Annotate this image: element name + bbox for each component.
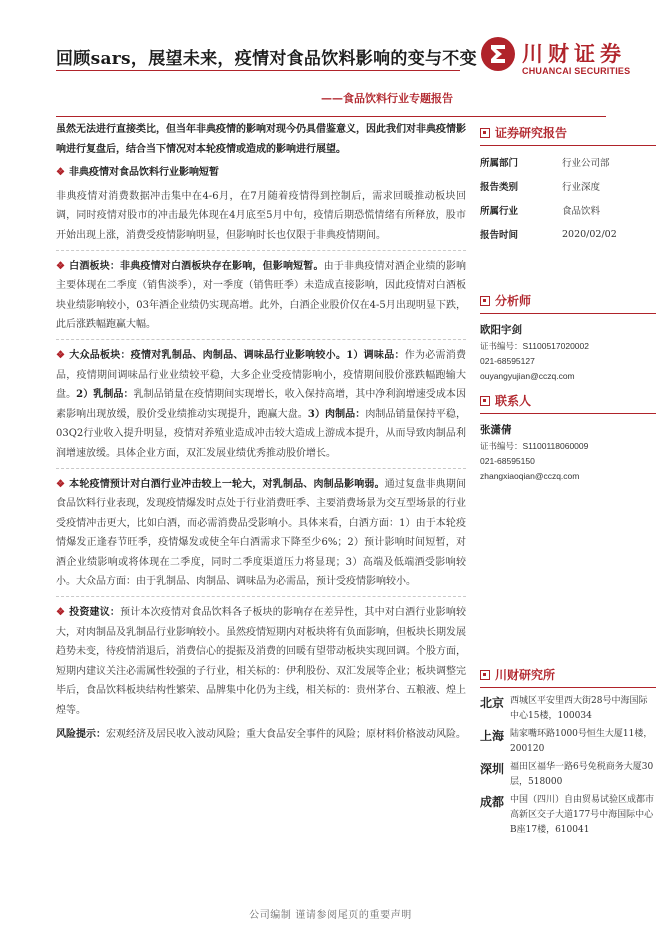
report-info-heading <box>480 124 656 146</box>
section-1-text: 非典疫情对消费数据冲击集中在4-6月，在7月随着疫情得到控制后，需求回暖推动板块回调，同时疫情对股市的冲击最先体现在4月底至5月中旬，疫情后期恐慌情绪有所释放，股市开始出现上涨，消费受疫情影响明显，但影响时长也仅限于非典疫情期间。 <box>56 190 466 241</box>
contact-email[interactable]: zhangxiaoqian@cczq.com <box>480 471 580 481</box>
institute-title: 川财研究所 <box>495 668 556 682</box>
bullet-icon: ❖ <box>56 607 66 619</box>
info-row-industry <box>480 198 656 222</box>
risk-note <box>56 725 466 745</box>
institute-panel <box>480 666 656 841</box>
section-3-text-2: 乳制品销量在疫情期间实现增长，收入保持高增，其中净利润增速受成本因素影响出现放缓，股价受业绩推动实现提升，跑赢大盘。 <box>56 389 467 420</box>
bullet-icon: ❖ <box>56 478 66 490</box>
office-address: 福田区福华一路6号免税商务大厦30层，518000 <box>510 762 654 787</box>
bullet-icon: ❖ <box>56 349 66 361</box>
analyst-title: 分析师 <box>495 294 532 308</box>
report-info-title: 证券研究报告 <box>495 126 568 140</box>
office-city: 北京 <box>480 696 505 710</box>
contact-heading <box>480 392 656 414</box>
report-subtitle: ——食品饮料行业专题报告 <box>321 92 453 105</box>
office-address: 中国（四川）自由贸易试验区成都市高新区交子大道177号中海国际中心B座17楼，610041 <box>510 795 655 835</box>
bullet-icon: ❖ <box>56 260 66 272</box>
office-city: 深圳 <box>480 762 505 776</box>
section-5 <box>56 603 466 721</box>
office-address: 西城区平安里西大街28号中海国际中心15楼，100034 <box>510 696 648 721</box>
office-address: 陆家嘴环路1000号恒生大厦11楼，200120 <box>510 729 653 754</box>
divider <box>56 468 466 469</box>
info-row-department <box>480 150 656 174</box>
section-5-text: 预计本次疫情对食品饮料各子板块的影响存在差异性，其中对白酒行业影响较大，对肉制品及乳制品行业影响较小。虽然疫情短期内对板块将有负面影响，但板块长期发展趋势未变，待疫情消退后，消费信心的提振及消费的回暖有望带动板块实现回调。个股方面，短期内建议关注必需属性较强的子行业，相关标的：伊利股份、双汇发展等企业；板块调整完毕后，食品饮料板块结构性繁荣、品牌集中化仍为主线，相关标的：贵州茅台、五粮液、煌上煌等。 <box>56 607 467 717</box>
institute-heading <box>480 666 656 688</box>
lead-paragraph: 虽然无法进行直接类比，但当年非典疫情的影响对现今仍具借鉴意义，因此我们对非典疫情影响进行复盘后，结合当下情况对本轮疫情或造成的影响进行展望。 <box>56 124 466 155</box>
contact-title: 联系人 <box>495 394 532 408</box>
info-row-date <box>480 222 656 246</box>
section-4-label: 本轮疫情预计对白酒行业冲击较上一轮大，对乳制品、肉制品影响弱。 <box>69 478 385 490</box>
divider <box>56 339 466 340</box>
section-1-title: 非典疫情对食品饮料行业影响短暂 <box>68 167 219 179</box>
divider <box>56 250 466 251</box>
logo-chinese-name: 川财证券 <box>522 41 626 66</box>
divider <box>56 596 466 597</box>
section-square-icon <box>480 128 490 138</box>
info-key: 报告时间 <box>480 230 519 241</box>
header-rule <box>56 70 460 71</box>
section-3-text-1: 作为必需消费品，疫情期间调味品行业业绩较平稳，大多企业受疫情影响小，疫情期间股价涨跌幅跑输大盘。 <box>56 349 467 401</box>
analyst-email[interactable]: ouyangyujian@cczq.com <box>480 371 575 381</box>
section-4 <box>56 475 466 593</box>
section-square-icon <box>480 396 490 406</box>
section-3-label-2: 2）乳制品： <box>76 389 134 401</box>
section-2-label: 白酒板块：非典疫情对白酒板块存在影响，但影响短暂。 <box>69 260 324 272</box>
analyst-heading <box>480 292 656 314</box>
office-city: 成都 <box>480 795 505 809</box>
contact-cert: 证书编号：S1100118060009 <box>480 441 589 451</box>
analyst-phone: 021-68595127 <box>480 356 535 366</box>
section-4-text: 通过复盘非典期间食品饮料行业表现，发现疫情爆发时点处于行业消费旺季、主要消费场景为交互型场景的行业受疫情冲击更大，比如白酒，而必需消费品受影响小。具体来看，白酒方面：1）由于本轮疫情爆发正逢春节旺季，疫情爆发或使全年白酒需求下降至少6%；2）预计影响时间短暂，对酒企业绩影响或将体现在二季度，同时二季度渠道压力将显现；3）高端及低端酒受影响较小。大众品方面：由于乳制品、肉制品、调味品为必需品，预计受疫情影响较小。 <box>56 478 467 588</box>
header-separator <box>56 116 606 117</box>
report-info-panel <box>480 124 656 246</box>
info-value: 2020/02/02 <box>562 228 617 240</box>
section-5-label: 投资建议： <box>69 607 121 619</box>
info-value: 行业公司部 <box>562 158 610 169</box>
risk-text: 宏观经济及居民收入波动风险；重大食品安全事件的风险；原材料价格波动风险。 <box>106 728 466 740</box>
info-key: 报告类别 <box>480 182 519 193</box>
risk-label: 风险提示： <box>56 728 106 740</box>
info-row-category <box>480 174 656 198</box>
section-1-heading <box>56 163 466 183</box>
chuancai-logo-icon <box>480 36 516 72</box>
section-square-icon <box>480 296 490 306</box>
info-key: 所属部门 <box>480 158 519 169</box>
report-title: 回顾sars，展望未来，疫情对食品饮料影响的变与不变 <box>56 49 477 69</box>
section-3-text-3: 肉制品销量保持平稳，03Q2行业收入提升明显，疫情对养殖业造成冲击较大造成上游成本提升，从而导致肉制品利润增速放缓。具体企业方面，双汇发展业绩优秀推动股价增长。 <box>56 408 467 459</box>
info-value: 行业深度 <box>562 182 601 193</box>
office-shenzhen <box>480 760 656 790</box>
main-content <box>56 120 466 748</box>
info-key: 所属行业 <box>480 206 519 217</box>
contact-panel <box>480 392 656 484</box>
office-shanghai <box>480 727 656 757</box>
section-2 <box>56 257 466 335</box>
contact-phone: 021-68595150 <box>480 456 535 466</box>
office-city: 上海 <box>480 729 505 743</box>
section-3-label: 大众品板块：疫情对乳制品、肉制品、调味品行业影响较小。1）调味品： <box>69 349 405 361</box>
footer-disclaimer: 公司编制 谨请参阅尾页的重要声明 <box>249 910 412 921</box>
info-value: 食品饮料 <box>562 206 601 217</box>
bullet-icon: ❖ <box>56 167 65 179</box>
contact-name: 张潇倩 <box>480 424 512 436</box>
section-3 <box>56 346 466 464</box>
section-square-icon <box>480 670 490 680</box>
section-3-label-3: 3）肉制品： <box>307 408 366 420</box>
section-2-text: 由于非典疫情对酒企业绩的影响主要体现在二季度（销售淡季），对一季度（销售旺季）未造成直接影响，因此疫情对白酒板块业绩影响较小，03年酒企业绩仍实现高增。此外，白酒企业股价仅在4-5月出现明显下跌，此后涨跌幅跑赢大幅。 <box>56 260 467 331</box>
analyst-panel <box>480 292 656 384</box>
analyst-cert: 证书编号：S1100517020002 <box>480 341 589 351</box>
logo-english-name: CHUANCAI SECURITIES <box>522 66 631 76</box>
analyst-name: 欧阳宇剑 <box>480 324 522 336</box>
office-chengdu <box>480 793 656 838</box>
office-beijing <box>480 694 656 724</box>
